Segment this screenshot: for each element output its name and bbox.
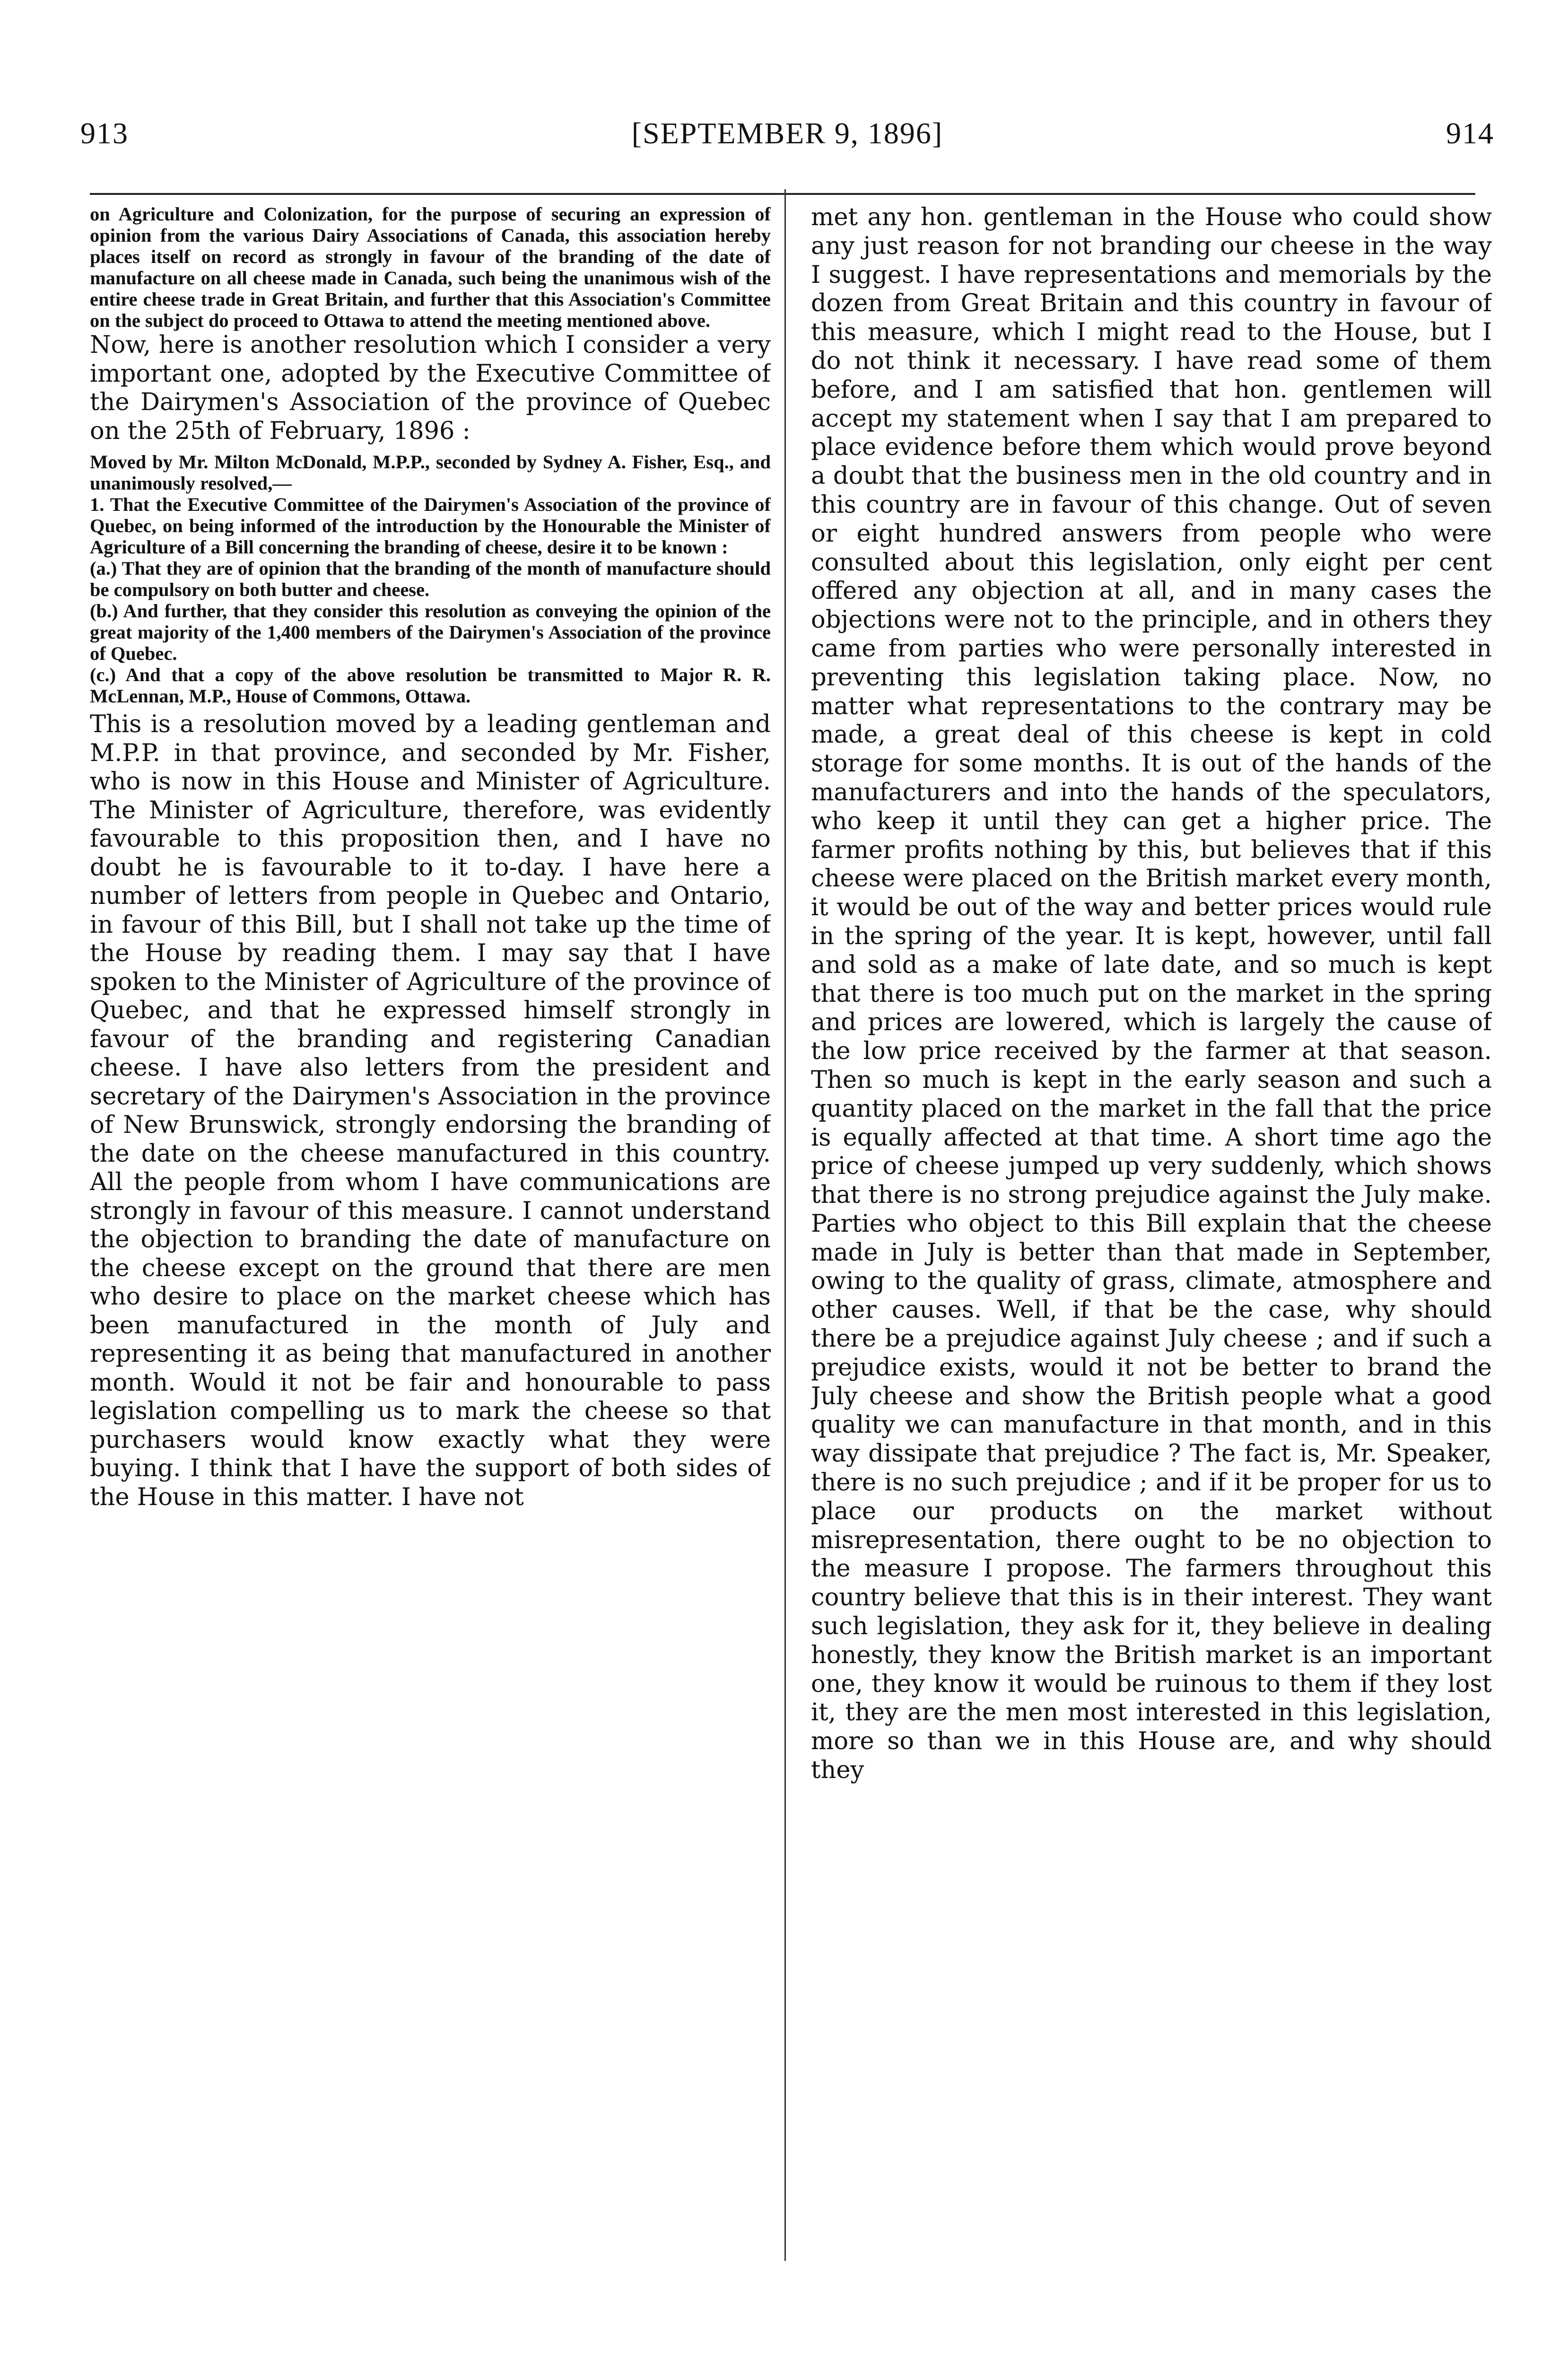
- motion-item-c: (c.) And that a copy of the above resolution be transmitted to Major R. R. McLennan, M.P., House of Commons, Ottawa.: [90, 664, 771, 707]
- page-header: [80, 116, 1494, 158]
- page-date: [SEPTEMBER 9, 1896]: [631, 116, 943, 150]
- left-column: [90, 203, 771, 2251]
- right-column: [811, 203, 1492, 2251]
- speech-paragraph: This is a resolution moved by a leading gentleman and M.P.P. in that province, and seconded by Mr. Fisher, who is now in this House and Minister of Agriculture. The Minister of Agriculture, therefore, was evidently favourable to this proposition then, and I have no doubt he is favourable to it to-day. I have here a number of letters from people in Quebec and Ontario, in favour of this Bill, but I shall not take up the time of the House by reading them. I may say that I have spoken to the Minister of Agriculture of the province of Quebec, and that he expressed himself strongly in favour of the branding and registering Canadian cheese. I have also letters from the president and secretary of the Dairymen's Association in the province of New Brunswick, strongly endorsing the branding of the date on the cheese manufactured in this country. All the people from whom I have communications are strongly in favour of this measure. I cannot understand the objection to branding the date of manufacture on the cheese except on the ground that there are men who desire to place on the market cheese which has been manufactured in the month of July and representing it as being that manufactured in another month. Would it not be fair and honourable to pass legislation compelling us to mark the cheese so that purchasers would know exactly what they were buying. I think that I have the support of both sides of the House in this matter. I have not: [90, 710, 771, 1511]
- header-rule: [90, 193, 1475, 195]
- motion-item-a: (a.) That they are of opinion that the branding of the month of manufacture should be compulsory on both butter and cheese.: [90, 558, 771, 600]
- motion-moved-by: Moved by Mr. Milton McDonald, M.P.P., seconded by Sydney A. Fisher, Esq., and unanimously resolved,—: [90, 451, 771, 494]
- page-number-right: 914: [1446, 116, 1494, 150]
- page-number-left: 913: [80, 116, 129, 150]
- paragraph-intro-resolution: Now, here is another resolution which I consider a very important one, adopted by the Executive Committee of the Dairymen's Association of the province of Quebec on the 25th of February, 1896 :: [90, 331, 771, 445]
- speech-continuation: met any hon. gentleman in the House who could show any just reason for not branding our cheese in the way I suggest. I have representations and memorials by the dozen from Great Britain and this country in favour of this measure, which I might read to the House, but I do not think it necessary. I have read some of them before, and I am satisfied that hon. gentlemen will accept my statement when I say that I am prepared to place evidence before them which would prove beyond a doubt that the business men in the old country and in this country are in favour of this change. Out of seven or eight hundred answers from people who were consulted about this legislation, only eight per cent offered any objection at all, and in many cases the objections were not to the principle, and in others they came from parties who were personally interested in preventing this legislation taking place. Now, no matter what representations to the contrary may be made, a great deal of this cheese is kept in cold storage for some months. It is out of the hands of the manufacturers and into the hands of the speculators, who keep it until they can get a higher price. The farmer profits nothing by this, but believes that if this cheese were placed on the British market every month, it would be out of the way and better prices would rule in the spring of the year. It is kept, however, until fall and sold as a make of late date, and so much is kept that there is too much put on the market in the spring and prices are lowered, which is largely the cause of the low price received by the farmer at that season. Then so much is kept in the early season and such a quantity placed on the market in the fall that the price is equally affected at that time. A short time ago the price of cheese jumped up very suddenly, which shows that there is no strong prejudice against the July make. Parties who object to this Bill explain that the cheese made in July is better than that made in September, owing to the quality of grass, climate, atmosphere and other causes. Well, if that be the case, why should there be a prejudice against July cheese ; and if such a prejudice exists, would it not be better to brand the July cheese and show the British people what a good quality we can manufacture in that month, and in this way dissipate that prejudice ? The fact is, Mr. Speaker, there is no such prejudice ; and if it be proper for us to place our products on the market without misrepresentation, there ought to be no objection to the measure I propose. The farmers throughout this country believe that this is in their interest. They want such legislation, they ask for it, they believe in dealing honestly, they know the British market is an important one, they know it would be ruinous to them if they lost it, they are the men most interested in this legislation, more so than we in this House are, and why should they: [811, 203, 1492, 1785]
- motion-item-b: (b.) And further, that they consider this resolution as conveying the opinion of the great majority of the 1,400 members of the Dairymen's Association of the province of Quebec.: [90, 600, 771, 664]
- column-divider: [784, 189, 786, 2261]
- quoted-resolution-end: on Agriculture and Colonization, for the purpose of securing an expression of opinion from the various Dairy Associations of Canada, this association hereby places itself on record as strongly in favour of the branding of the date of manufacture on all cheese made in Canada, such being the unanimous wish of the entire cheese trade in Great Britain, and further that this Association's Committee on the subject do proceed to Ottawa to attend the meeting mentioned above.: [90, 203, 771, 331]
- motion-item-1: 1. That the Executive Committee of the Dairymen's Association of the province of Quebec, on being informed of the introduction by the Honourable the Minister of Agriculture of a Bill concerning the branding of cheese, desire it to be known :: [90, 494, 771, 558]
